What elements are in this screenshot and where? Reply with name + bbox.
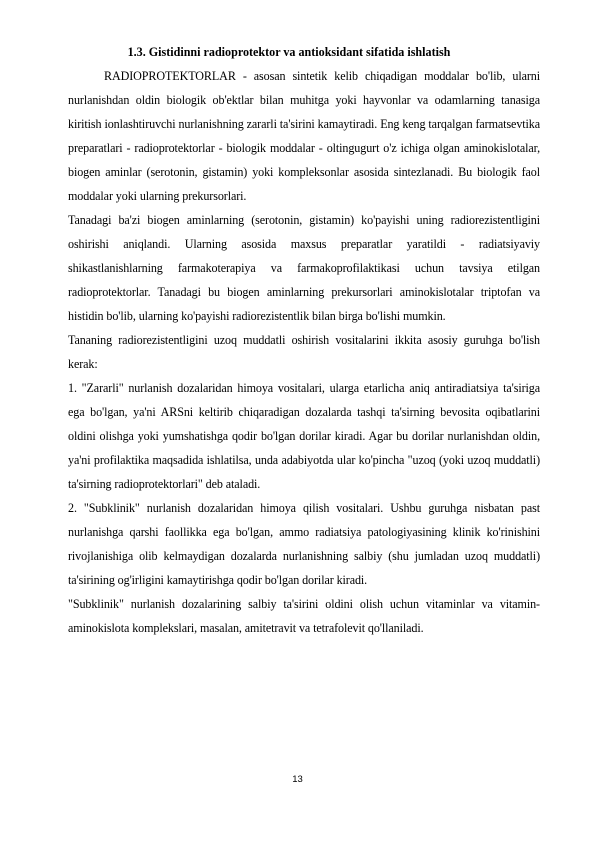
paragraph-biogen-amines: Tanadagi ba'zi biogen aminlarning (serotonin, gistamin) ko'payishi uning radiorezistentligini oshirishi aniqlandi. Ularning asosida maxsus preparatlar yaratildi - radiatsiyaviy shikastlanishlarning farmakoterapiya va farmakoprofilaktikasi uchun tavsiya etilgan radioprotektorlar. Tanadagi bu biogen aminlarning prekursorlari aminokislotalar triptofan va histidin bo'lib, ularning ko'payishi radiorezistentlik bilan birga bo'lishi mumkin. [68,213,540,323]
paragraph-radioprotectors: RADIOPROTEKTORLAR - asosan sintetik kelib chiqadigan moddalar bo'lib, ularni nurlanishdan oldin biologik ob'ektlar bilan muhitga yoki hayvonlar va odamlarning tanasiga kiritish ionlashtiruvchi nurlanishning zararli ta'sirini kamaytiradi. Eng keng tarqalgan farmatsevtika preparatlari - radioprotektorlar - biologik moddalar - oltingugurt o'z ichiga olgan aminokislotalar, biogen aminlar (serotonin, gistamin) yoki kompleksonlar asosida sintezlanadi. Bu biologik faol moddalar yoki ularning prekursorlari. [68,69,540,203]
section-title: 1.3. Gistidinni radioprotektor va antioksidant sifatida ishlatish [127,45,451,59]
paragraph-groups-intro: Tananing radiorezistentligini uzoq muddatli oshirish vositalarini ikkita asosiy guruhga bo'lish kerak: [68,333,540,371]
paragraph-group-1: 1. "Zararli" nurlanish dozalaridan himoya vositalari, ularga etarlicha aniq antiradiatsiya ta'siriga ega bo'lgan, ya'ni ARSni keltirib chiqaradigan dozalarda tashqi ta'sirning bevosita oqibatlarini oldini olishga yoki yumshatishga qodir bo'lgan dorilar kiradi. Agar bu dorilar nurlanishdan oldin, ya'ni profilaktika maqsadida ishlatilsa, unda adabiyotda ular ko'pincha "uzoq (yoki uzoq muddatli) ta'sirning radioprotektorlari" deb ataladi. [68,381,540,491]
page-number: 13 [292,774,303,785]
document-page [68,40,540,640]
paragraph-group-2: 2. "Subklinik" nurlanish dozalaridan himoya qilish vositalari. Ushbu guruhga nisbatan past nurlanishga qarshi faollikka ega bo'lgan, ammo radiatsiya patologiyasining klinik ko'rinishini rivojlanishiga olib kelmaydigan dozalarda nurlanishning salbiy (shu jumladan uzoq muddatli) ta'sirining og'irligini kamaytirishga qodir bo'lgan dorilar kiradi. [68,501,540,587]
paragraph-subclinical: "Subklinik" nurlanish dozalarining salbiy ta'sirini oldini olish uchun vitaminlar va vitamin-aminokislota komplekslari, masalan, amitetravit va tetrafolevit qo'llaniladi. [68,597,540,635]
